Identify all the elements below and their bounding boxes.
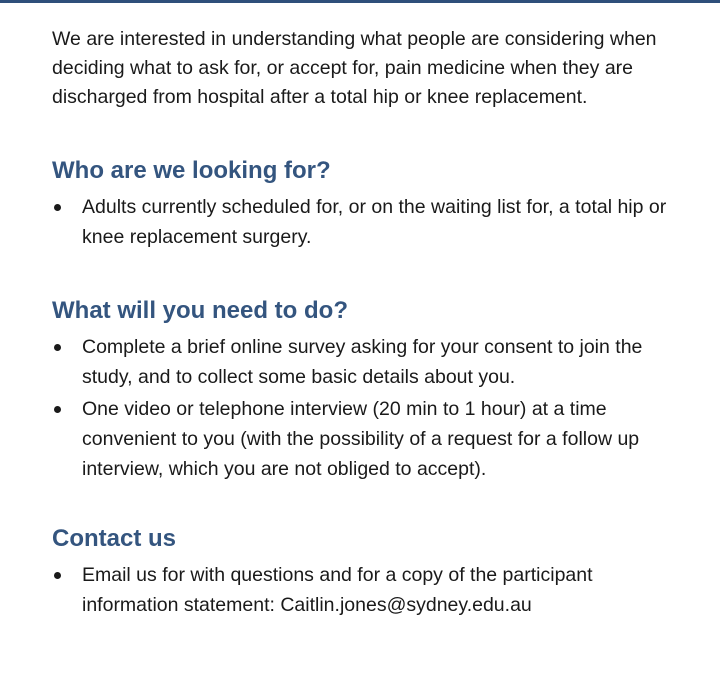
list-item [52,332,692,392]
what-list [52,332,692,484]
bullet-icon [54,406,61,413]
intro-paragraph: We are interested in understanding what people are considering when deciding what to ask for, or accept for, pain medicine when they are discharged from hospital after a total hip or knee replacement. [52,28,657,108]
list-item-text: Adults currently scheduled for, or on the waiting list for, a total hip or knee replacement surgery. [82,196,667,248]
section-heading-what: What will you need to do? [52,297,348,324]
flyer-body [52,25,692,622]
list-item [52,192,692,252]
section-heading-contact: Contact us [52,525,177,552]
bullet-icon [54,204,61,211]
bullet-icon [54,344,61,351]
list-item-text: Complete a brief online survey asking for your consent to join the study, and to collect some basic details about you. [82,336,643,388]
list-item-text: One video or telephone interview (20 min to 1 hour) at a time convenient to you (with the possibility of a request for a follow up interview, which you are not obliged to accept). [82,398,640,480]
top-divider [0,0,720,3]
bullet-icon [54,572,61,579]
contact-list [52,560,692,620]
section-heading-who: Who are we looking for? [52,157,331,184]
list-item [52,394,692,484]
list-item [52,560,692,620]
list-item-text: Email us for with questions and for a copy of the participant information statement: Caitlin.jones@sydney.edu.au [82,564,593,616]
who-list [52,192,692,252]
